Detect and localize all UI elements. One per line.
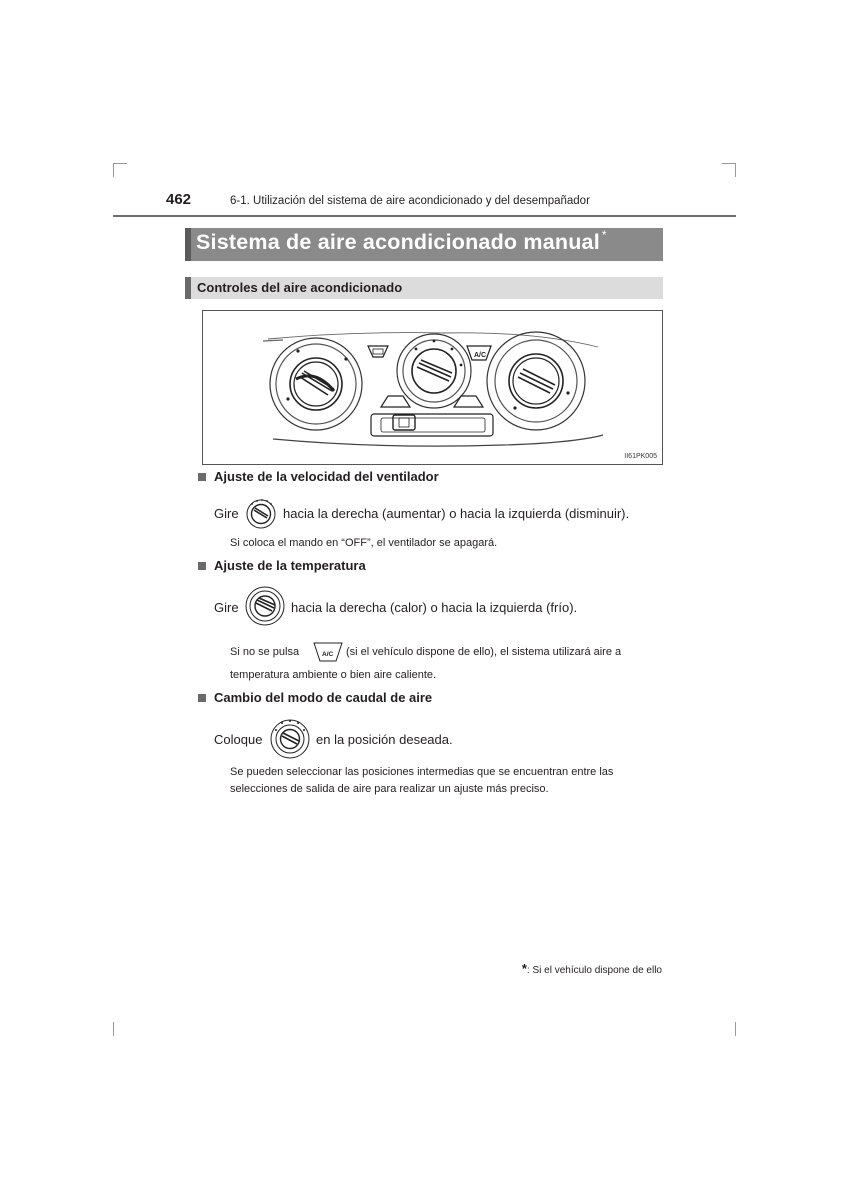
crop-mark bbox=[722, 163, 736, 164]
crop-mark bbox=[113, 1022, 114, 1036]
footnote bbox=[522, 961, 662, 976]
fan-dial-icon bbox=[245, 496, 277, 535]
header-rule bbox=[113, 215, 736, 217]
fan-note: Si coloca el mando en “OFF”, el ventilador se apagará. bbox=[230, 537, 498, 549]
title-marker: * bbox=[601, 228, 607, 242]
heading-text: Cambio del modo de caudal de aire bbox=[214, 690, 433, 705]
ac-controls-illustration bbox=[202, 310, 663, 465]
mode-instruction: en la posición deseada. bbox=[316, 732, 453, 747]
mode-note-line1: Se pueden seleccionar las posiciones intermedias que se encuentran entre las bbox=[230, 766, 614, 778]
bullet-square bbox=[198, 473, 206, 481]
temperature-dial-icon bbox=[244, 585, 286, 632]
fan-instruction: hacia la derecha (aumentar) o hacia la izquierda (disminuir). bbox=[283, 506, 630, 521]
section-heading-airflow-mode bbox=[198, 690, 432, 705]
subtitle-bar bbox=[185, 277, 663, 299]
heading-text: Ajuste de la temperatura bbox=[214, 558, 366, 573]
page-title-text: Sistema de aire acondicionado manual bbox=[196, 230, 600, 254]
airflow-mode-dial-icon bbox=[268, 716, 312, 765]
temperature-instruction: hacia la derecha (calor) o hacia la izquierda (frío). bbox=[291, 600, 578, 615]
ac-button-icon bbox=[313, 641, 343, 668]
page-title bbox=[196, 230, 607, 255]
section-heading-temperature bbox=[198, 558, 366, 573]
bullet-square bbox=[198, 694, 206, 702]
running-head: 6-1. Utilización del sistema de aire acondicionado y del desempañador bbox=[230, 195, 590, 207]
subtitle: Controles del aire acondicionado bbox=[197, 280, 403, 295]
heading-text: Ajuste de la velocidad del ventilador bbox=[214, 469, 439, 484]
temp-note-end: (si el vehículo dispone de ello), el sistema utilizará aire a bbox=[346, 646, 622, 658]
mode-note-line2: selecciones de salida de aire para realizar un ajuste más preciso. bbox=[230, 783, 549, 795]
bullet-square bbox=[198, 562, 206, 570]
crop-mark bbox=[735, 163, 736, 177]
footnote-text: : Si el vehículo dispone de ello bbox=[526, 965, 662, 976]
ac-button-label: A/C bbox=[474, 352, 487, 359]
title-bar bbox=[185, 228, 663, 261]
footnote-marker: * bbox=[521, 961, 527, 976]
ac-icon-label: A/C bbox=[322, 651, 334, 658]
verb-gire: Gire bbox=[214, 506, 239, 521]
section-heading-fan bbox=[198, 469, 439, 484]
temp-note-start: Si no se pulsa bbox=[230, 646, 300, 658]
crop-mark bbox=[113, 163, 114, 177]
ac-panel-drawing bbox=[203, 311, 664, 466]
verb-coloque: Coloque bbox=[214, 732, 263, 747]
crop-mark bbox=[113, 163, 127, 164]
verb-gire: Gire bbox=[214, 600, 239, 615]
crop-mark bbox=[735, 1022, 736, 1036]
temp-note-line2: temperatura ambiente o bien aire caliente. bbox=[230, 669, 437, 681]
figure-code: II61PK005 bbox=[624, 453, 657, 460]
page-number: 462 bbox=[166, 191, 192, 208]
